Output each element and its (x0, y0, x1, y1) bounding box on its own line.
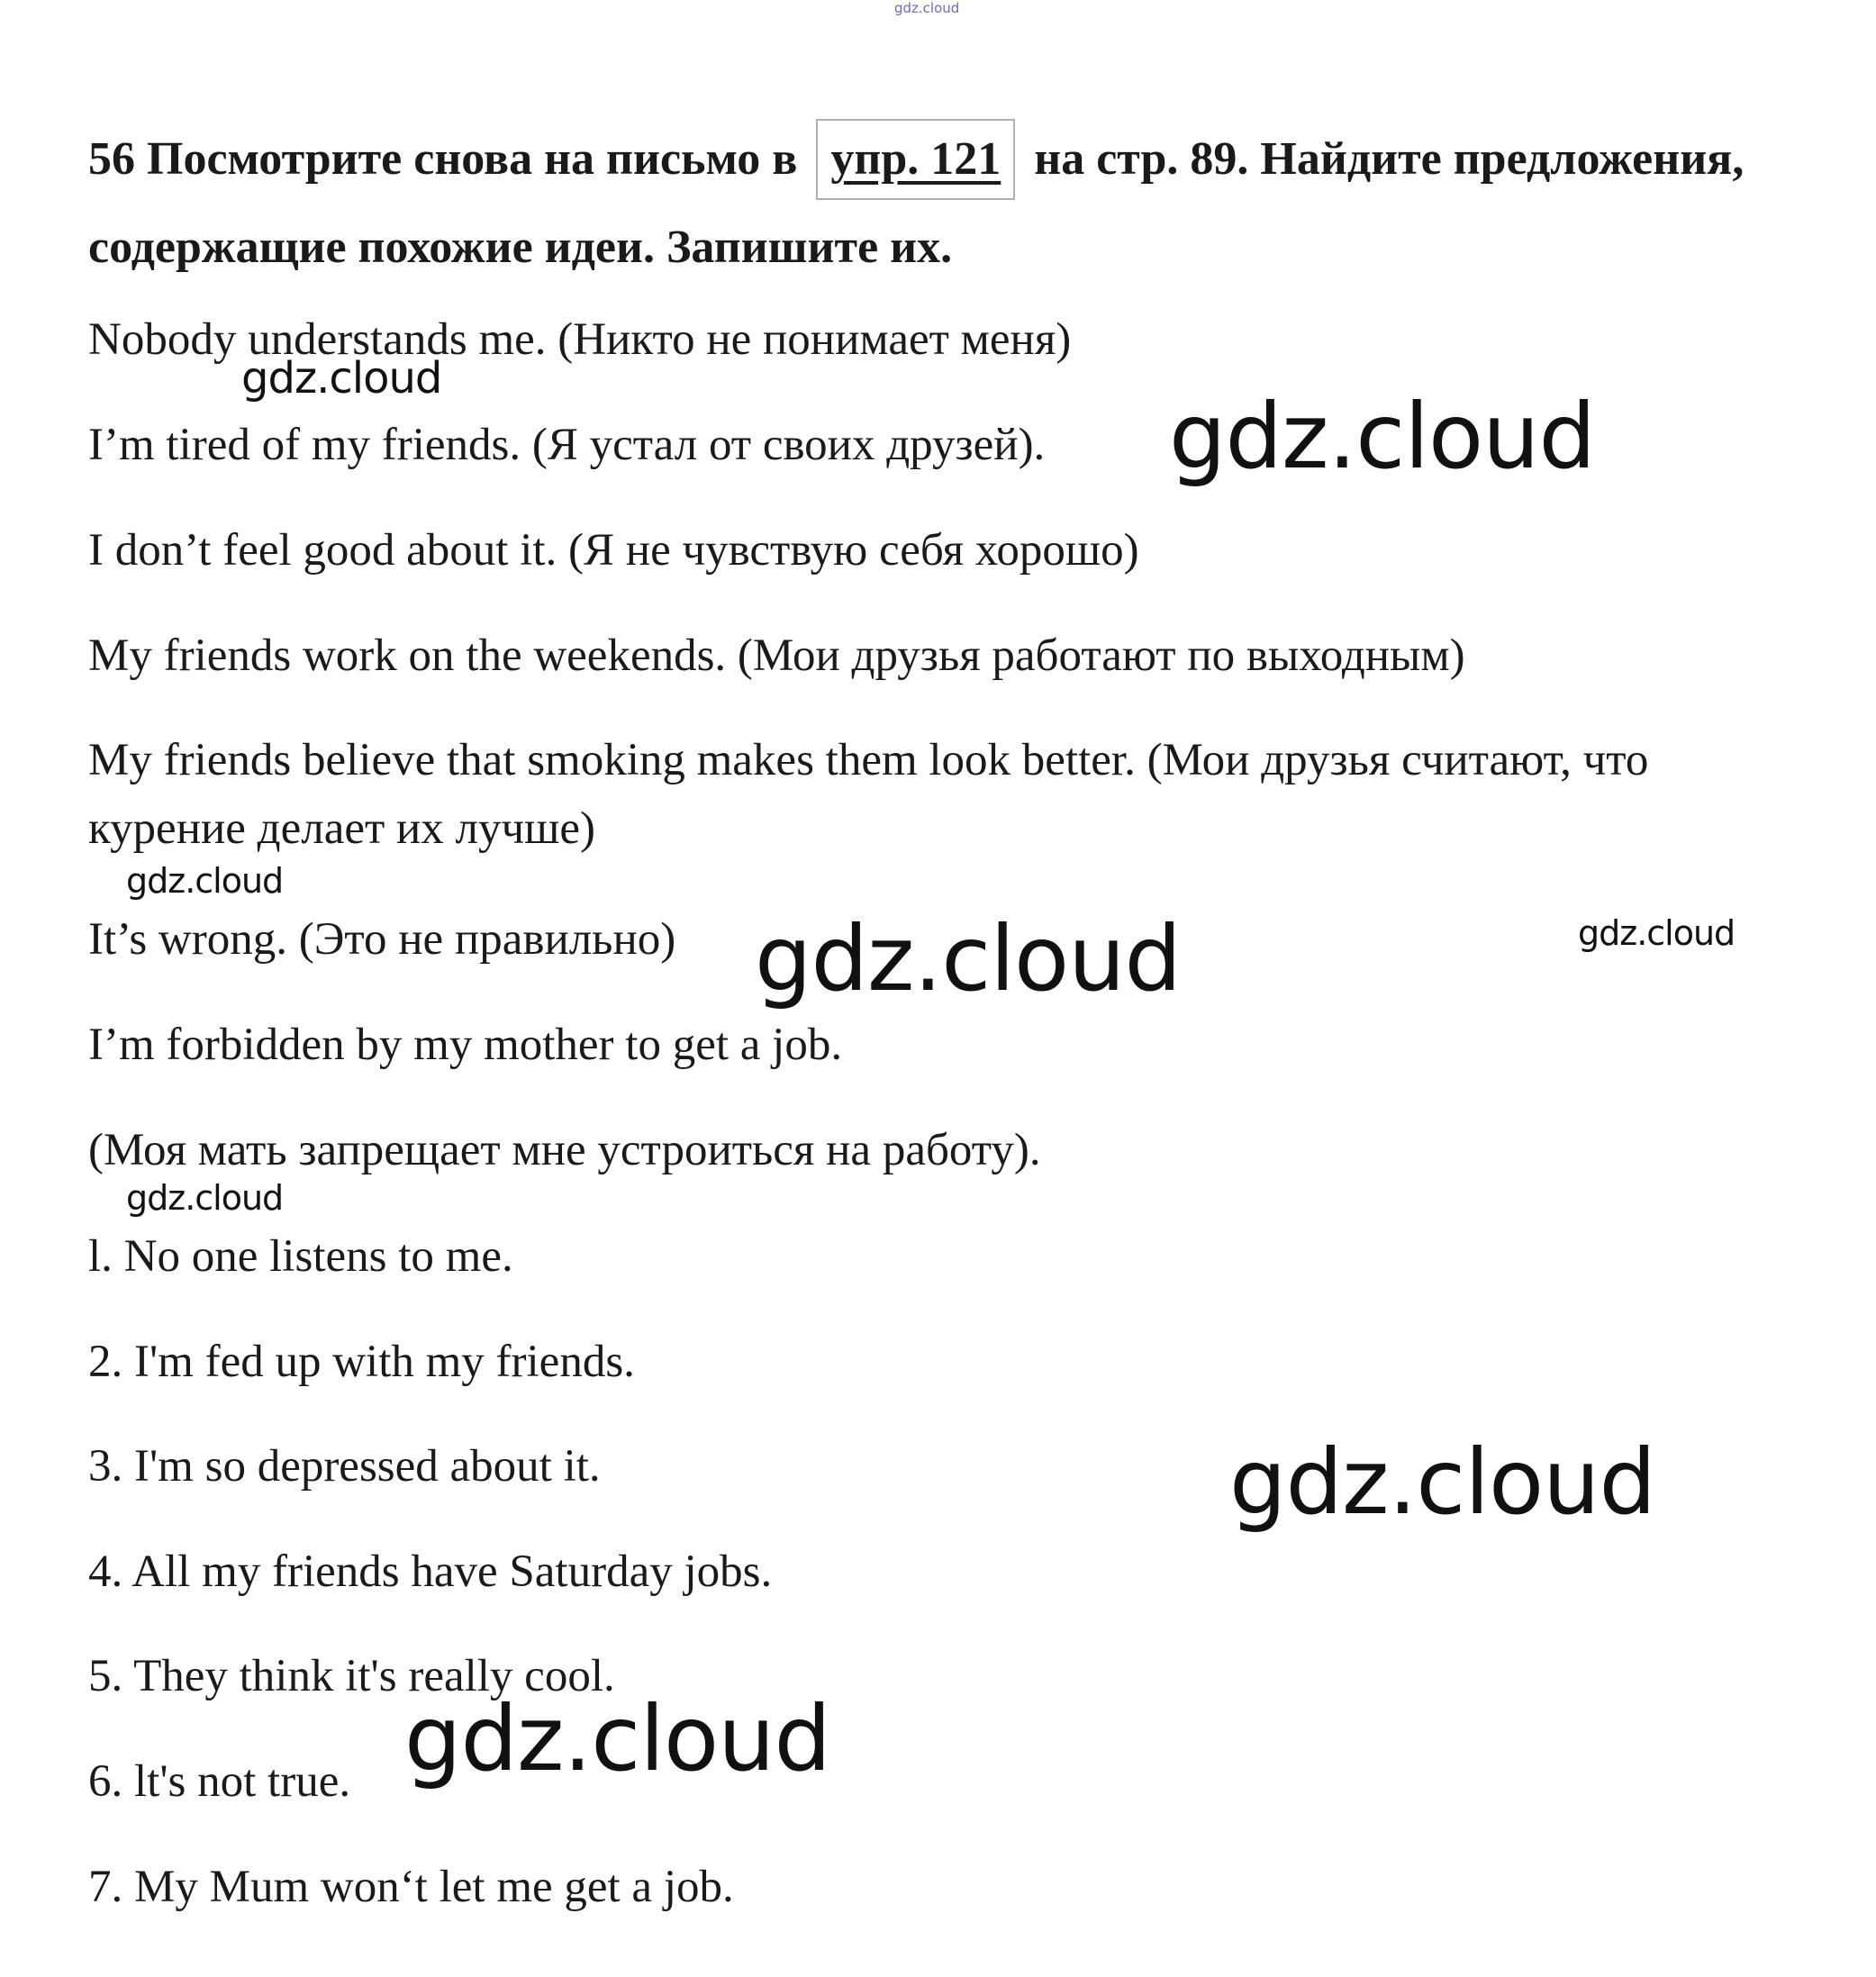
sentence-8: (Моя мать запрещает мне устроиться на работу). (88, 1125, 1041, 1175)
heading-text-1: 56 Посмотрите снова на письмо в (88, 133, 798, 185)
answer-3: 3. I'm so depressed about it. (88, 1441, 601, 1492)
watermark: gdz.cloud (404, 1686, 831, 1791)
sentence-2: I’m tired of my friends. (Я устал от своих друзей). (88, 420, 1046, 470)
answer-5: 5. They think it's really cool. (88, 1651, 615, 1701)
sentence-7: I’m forbidden by my mother to get a job. (88, 1020, 843, 1070)
watermark: gdz.cloud (755, 906, 1182, 1011)
answer-2: 2. I'm fed up with my friends. (88, 1337, 635, 1387)
watermark: gdz.cloud (1578, 913, 1736, 953)
exercise-link-label[interactable]: упр. 121 (830, 133, 1001, 185)
sentence-1: Nobody understands me. (Никто не понимает меня) (88, 314, 1072, 365)
watermark: gdz.cloud (126, 1178, 284, 1218)
watermark: gdz.cloud (126, 861, 284, 901)
sentence-4: My friends work on the weekends. (Мои друзья работают по выходным) (88, 630, 1465, 681)
heading-text-2: на стр. 89. Найдите предложения, содержащие похожие идеи. Запишите их. (88, 133, 1745, 273)
exercise-heading (88, 115, 1799, 292)
answer-6: 6. lt's not true. (88, 1756, 351, 1807)
sentence-5: My friends believe that smoking makes them look better. (Мои друзья считают, что курение делает их лучше) (88, 735, 1649, 854)
watermark: gdz.cloud (1169, 384, 1596, 489)
watermark: gdz.cloud (1229, 1429, 1656, 1535)
sentence-6: It’s wrong. (Это не правильно) (88, 914, 676, 965)
exercise-link[interactable] (816, 119, 1015, 200)
watermark: gdz.cloud (241, 353, 442, 404)
answer-1: l. No one listens to me. (88, 1231, 513, 1282)
top-watermark: gdz.cloud (894, 0, 960, 16)
answer-4: 4. All my friends have Saturday jobs. (88, 1546, 773, 1597)
sentence-3: I don’t feel good about it. (Я не чувствую себя хорошо) (88, 525, 1139, 576)
answer-7: 7. My Mum won‘t let me get a job. (88, 1862, 734, 1912)
